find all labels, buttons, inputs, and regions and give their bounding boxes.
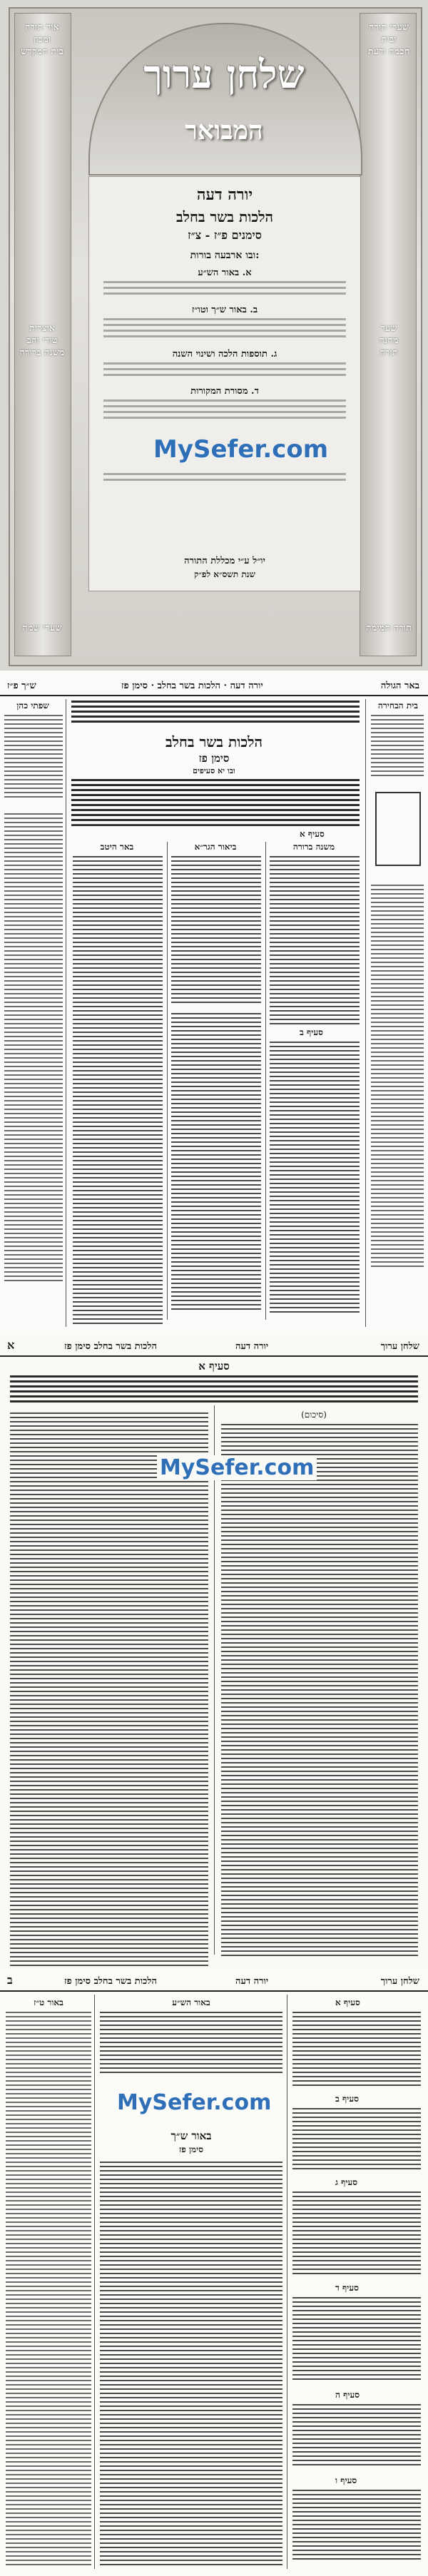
page-header: [0, 1337, 428, 1357]
right-pillar-text: שערי תורה ובית חכמה ודעת: [367, 22, 410, 57]
siman-label: סימן פז: [198, 752, 230, 765]
header-right: יורה דעה: [235, 1341, 269, 1352]
left-column-text: [10, 1412, 208, 1969]
text-page-commentary: [0, 1334, 428, 1969]
header-right: יורה דעה: [235, 1976, 269, 1987]
seif-c-marker: סעיף ג: [335, 2177, 358, 2187]
book-subtitle: המבואר: [185, 116, 263, 146]
right-column-text: [371, 715, 424, 779]
commentary-text-1: [270, 856, 360, 1027]
right-col-block-a: [292, 2012, 421, 2089]
right-col-block-d: [292, 2297, 421, 2383]
part-a-title: א. באור הש״ע: [198, 268, 252, 278]
part-c-text: [103, 362, 346, 380]
header-far: שלחן ערוך: [380, 1976, 419, 1987]
right-col-block-e: [292, 2404, 421, 2468]
note-label: (סיכום): [301, 1410, 327, 1420]
right-base-text: תורה תמימה: [366, 623, 412, 633]
page-header: [0, 676, 428, 696]
header-center: יורה דעה · הלכות בשר בחלב · סימן פז: [121, 681, 263, 691]
center-col-title: באור ש״ך: [170, 2129, 212, 2142]
part-b-text: [103, 318, 346, 341]
intro-text: [10, 1375, 418, 1405]
left-pillar-text-low: אוצרות טורי זהב משנה ברורה: [19, 323, 65, 358]
right-column-label: בית הבחירה: [377, 701, 419, 711]
commentary-text-2b: [171, 1013, 261, 1313]
left-base-text: שערי שמה: [22, 623, 62, 633]
part-d-title: ד. מסורת המקורות: [190, 386, 259, 397]
part-d-text: [103, 399, 346, 422]
right-column-text-2: [371, 885, 424, 1270]
right-col-block-b: [292, 2108, 421, 2172]
title-arch: [88, 23, 362, 175]
right-pillar-text-low: שער מחנה תורה: [379, 323, 399, 358]
publisher-note: יו״ל ע״י מכללת התורה: [184, 556, 265, 566]
text-page-explanations: [0, 1969, 428, 2576]
commentary-text-1b: [270, 1042, 360, 1315]
title-page: [0, 0, 428, 671]
intro-line: ובו ארבעה בורות:: [190, 250, 260, 261]
watermark-logo: MySefer.com: [153, 435, 329, 464]
part-b-title: ב. באור ש״ך וטו״ז: [191, 305, 258, 315]
right-column-text: [221, 1424, 418, 1959]
commentary-divider-1: [265, 842, 266, 1320]
left-column-text-2: [4, 813, 63, 1284]
center-col-text-top: [100, 2012, 282, 2076]
left-column-label: שפתי כהן: [16, 701, 49, 711]
topic-name: הלכות בשר בחלב: [176, 208, 273, 225]
title-frame: [9, 7, 422, 666]
right-col-block-c: [292, 2191, 421, 2277]
seif-b-marker: סעיף ב: [300, 1027, 323, 1037]
column-divider: [214, 1405, 215, 1955]
commentary-label-2: ביאור הגר״א: [194, 842, 237, 852]
left-col-text: [6, 2012, 91, 2568]
watermark-logo: MySefer.com: [157, 1455, 317, 1480]
main-text-body: [71, 779, 360, 829]
publication-year: שנת תשס״א לפ״ק: [193, 569, 256, 579]
header-right: באר הגולה: [380, 681, 419, 691]
header-page-letter: א: [7, 1338, 15, 1352]
simanim-range: סימנים פ״ז - צ״ז: [188, 228, 262, 242]
commentary-label-1: משנה ברורה: [292, 842, 335, 852]
commentary-text-2: [171, 856, 261, 1006]
commentary-label-3: באר היטב: [100, 842, 134, 852]
commentary-divider-2: [167, 842, 168, 1320]
part-a-text: [103, 281, 346, 298]
page-header: [0, 1972, 428, 1992]
main-text-top: [71, 701, 360, 726]
boxed-note: [375, 792, 421, 866]
main-separator: [71, 824, 360, 825]
right-column-divider: [365, 699, 366, 1327]
section-name: יורה דעה: [196, 185, 253, 204]
left-column-text: [4, 715, 63, 800]
seif-b-marker: סעיף ב: [335, 2094, 359, 2104]
watermark-logo: MySefer.com: [114, 2090, 274, 2115]
section-title: הלכות בשר בחלב: [165, 733, 263, 750]
title-content-box: [88, 176, 361, 591]
center-col-subtitle: סימן פז: [178, 2144, 204, 2154]
seif-d-marker: סעיף ד: [335, 2283, 359, 2293]
header-center: הלכות בשר בחלב סימן פז: [64, 1976, 157, 1987]
seif-e-marker: סעיף ה: [335, 2390, 360, 2400]
header-page-letter: ב: [7, 1973, 13, 1987]
seif-f-marker: סעיף ו: [335, 2475, 357, 2485]
header-center: הלכות בשר בחלב סימן פז: [64, 1341, 157, 1352]
commentary-text-3: [73, 856, 163, 984]
center-col-text: [100, 2162, 282, 2568]
book-title: שלחן ערוך: [143, 51, 305, 97]
header-far: שלחן ערוך: [380, 1341, 419, 1352]
left-column-divider: [94, 1995, 95, 2569]
center-col-title-top: באור הש״ע: [172, 1997, 210, 2007]
left-pillar-text: אור תורה ומכון בית המקדש: [21, 22, 63, 57]
sub-heading: ובו יא סעיפים: [193, 766, 235, 775]
seif-a-marker: סעיף א: [335, 1997, 360, 2007]
seif-a-marker: סעיף א: [300, 829, 325, 839]
commentary-text-3b: [73, 984, 163, 1327]
header-left: ש״ך פ״ז: [7, 681, 36, 691]
part-c-title: ג. תוספות הלכה ושינוי השנה: [172, 349, 277, 360]
publisher-block: [103, 473, 346, 484]
left-col-title: באור ט״ז: [34, 1997, 63, 2007]
text-page-siman-87: [0, 671, 428, 1334]
right-col-block-f: [292, 2490, 421, 2562]
seif-label: סעיף א: [198, 1360, 230, 1373]
